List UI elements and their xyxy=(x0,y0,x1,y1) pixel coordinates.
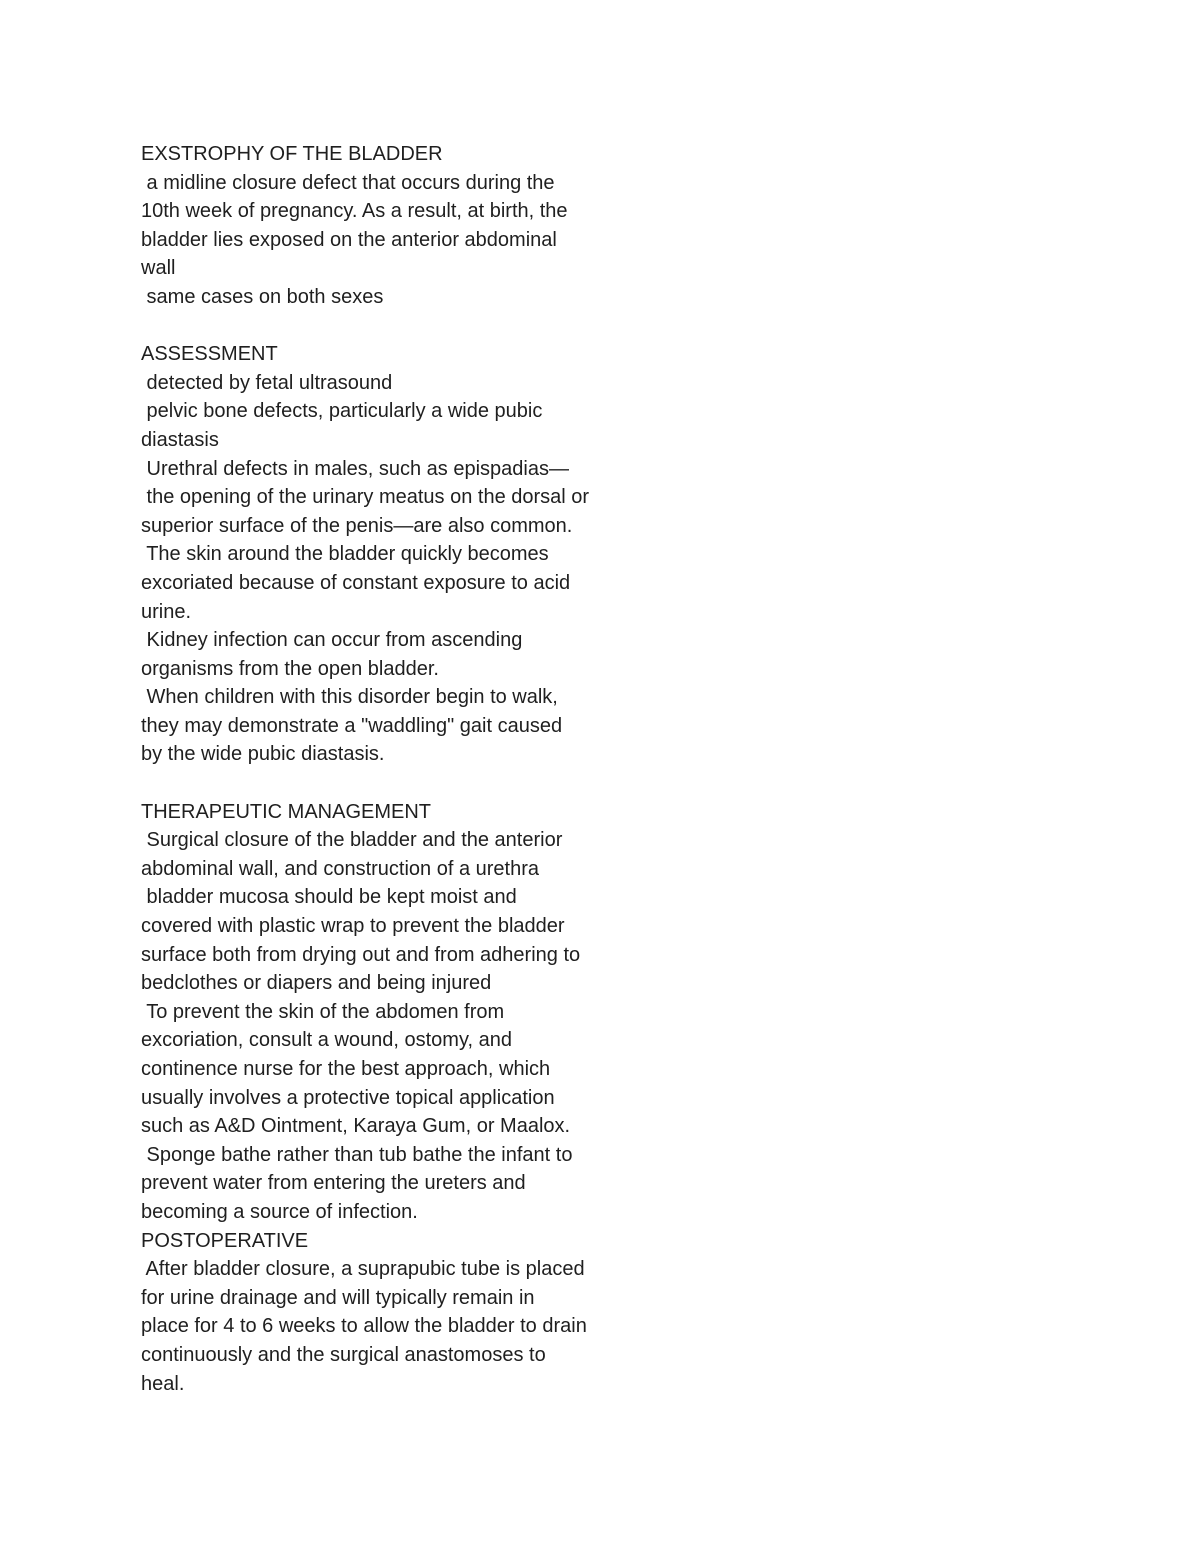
text-line: excoriated because of constant exposure to acid xyxy=(141,571,571,594)
text-line: place for 4 to 6 weeks to allow the bladder to drain xyxy=(141,1315,587,1338)
text-line: urine. xyxy=(141,600,192,623)
section-heading-exstrophy: EXSTROPHY OF THE BLADDER xyxy=(141,143,443,165)
text-line: excoriation, consult a wound, ostomy, and xyxy=(141,1029,512,1052)
text-line: Urethral defects in males, such as epispadias— xyxy=(141,457,569,480)
text-line: a midline closure defect that occurs during the xyxy=(141,171,555,194)
document-page xyxy=(141,140,661,1398)
text-line: To prevent the skin of the abdomen from xyxy=(141,1000,505,1023)
text-line: diastasis xyxy=(141,428,219,451)
text-line: heal. xyxy=(141,1372,185,1395)
text-line: covered with plastic wrap to prevent the bladder xyxy=(141,915,565,938)
text-line: such as A&D Ointment, Karaya Gum, or Maalox. xyxy=(141,1115,571,1138)
text-line: they may demonstrate a "waddling" gait caused xyxy=(141,714,563,737)
text-line: surface both from drying out and from adhering to xyxy=(141,943,581,966)
text-line: continence nurse for the best approach, which xyxy=(141,1058,551,1080)
text-line: prevent water from entering the ureters and xyxy=(141,1172,526,1195)
text-line: the opening of the urinary meatus on the dorsal or xyxy=(141,486,590,509)
text-line: Surgical closure of the bladder and the anterior xyxy=(141,829,563,852)
section-heading-therapeutic-management: THERAPEUTIC MANAGEMENT xyxy=(141,800,432,823)
text-line: bladder lies exposed on the anterior abdominal xyxy=(141,228,557,251)
section-heading-assessment: ASSESSMENT xyxy=(141,343,278,366)
text-line: Kidney infection can occur from ascending xyxy=(141,629,523,652)
text-line: organisms from the open bladder. xyxy=(141,657,439,680)
text-line: 10th week of pregnancy. As a result, at birth, the xyxy=(141,200,568,223)
text-line: for urine drainage and will typically remain in xyxy=(141,1286,535,1309)
text-line: wall xyxy=(141,257,176,280)
text-line: Sponge bathe rather than tub bathe the infant to xyxy=(141,1143,573,1166)
text-line: pelvic bone defects, particularly a wide pubic xyxy=(141,400,543,423)
text-line: bladder mucosa should be kept moist and xyxy=(141,886,517,909)
text-line: continuously and the surgical anastomoses to xyxy=(141,1343,546,1366)
text-line: After bladder closure, a suprapubic tube is placed xyxy=(141,1258,585,1281)
text-line: usually involves a protective topical application xyxy=(141,1086,555,1109)
text-line: When children with this disorder begin to walk, xyxy=(141,686,558,709)
text-line: abdominal wall, and construction of a urethra xyxy=(141,857,540,880)
text-line: superior surface of the penis—are also common. xyxy=(141,514,573,537)
text-line: becoming a source of infection. xyxy=(141,1200,418,1223)
blank-line xyxy=(141,769,661,798)
text-line: detected by fetal ultrasound xyxy=(141,371,393,394)
text-line: by the wide pubic diastasis. xyxy=(141,743,385,766)
section-heading-postoperative: POSTOPERATIVE xyxy=(141,1229,309,1252)
text-line: bedclothes or diapers and being injured xyxy=(141,972,492,995)
text-line: same cases on both sexes xyxy=(141,285,384,308)
blank-line xyxy=(141,312,661,341)
text-line: The skin around the bladder quickly becomes xyxy=(141,543,549,566)
